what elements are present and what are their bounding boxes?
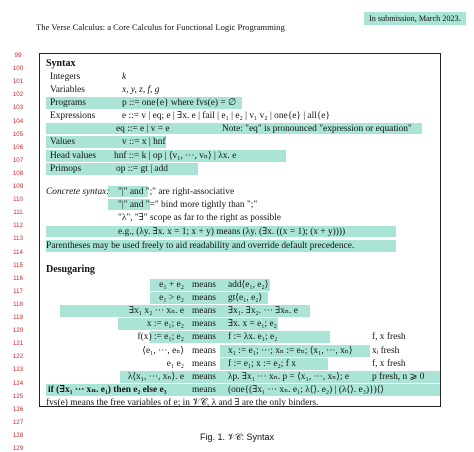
line-number: 125 [12,392,24,400]
free-variables-footnote: fvs(e) means the free variables of e; in 𝒱𝒞, λ and ∃ are the only binders. [46,398,319,408]
desugar-means: means [192,319,216,330]
line-number: 108 [12,169,24,177]
desugar-rhs: ∃x₁. ∃x₂. ⋯ ∃xₙ. e [228,306,298,317]
desugar-lhs: e₁ > e₂ [159,293,184,304]
line-number: 109 [12,183,24,190]
concrete-syntax-label: Concrete syntax: [46,187,110,197]
figure-caption: Fig. 1. 𝒱𝒞: Syntax [199,432,275,442]
desugar-side-condition: f, x fresh [372,332,406,343]
desugar-means: means [192,345,216,356]
syntax-label-variables: Variables [50,85,85,95]
line-number: 128 [12,431,24,439]
desugar-rhs: λp. ∃x₁ ⋯ xₙ. p = ⟨x₁, ⋯, xₙ⟩; e [228,371,349,382]
line-number: 117 [13,287,23,295]
desugar-means: means [192,293,216,304]
desugar-means: means [192,332,216,343]
line-number: 118 [13,300,23,308]
desugar-rhs: gt⟨e₁, e₂⟩ [228,293,263,304]
line-number: 111 [13,209,23,217]
desugar-means: means [192,384,216,395]
desugar-rhs: f := λx. e₁; e₂ [228,332,278,343]
syntax-rhs-primops: op ::= gt | add [116,164,168,174]
running-header-title: The Verse Calculus: a Core Calculus for Functional Logic Programming [36,22,285,32]
line-number: 119 [13,314,23,321]
line-number: 116 [13,274,23,282]
desugar-side-condition: xᵢ fresh [372,345,400,356]
concrete-syntax-line-3: "λ", "∃" scope as far to the right as possible [118,213,281,223]
line-number: 99 [14,52,22,59]
desugar-rhs: ∃x. x = e₁; e₂ [228,319,277,330]
line-number: 115 [13,261,23,269]
syntax-label-values: Values [50,137,75,147]
desugar-lhs: ⟨e₁, ⋯, eₙ⟩ [142,345,184,356]
desugar-means: means [192,371,216,382]
line-number: 104 [12,117,24,125]
desugar-means: means [192,358,216,369]
desugaring-heading: Desugaring [46,264,95,275]
line-number: 124 [12,379,24,387]
desugar-lhs: ∃x₁ x₂ ⋯ xₙ. e [129,306,184,317]
line-number: 112 [13,222,23,230]
desugar-side-condition: f, x fresh [372,358,406,369]
line-number: 107 [12,156,24,164]
line-number: 122 [12,353,24,361]
syntax-rhs-integers: k [122,72,127,82]
syntax-rhs-values: v ::= x | hnf [122,137,166,147]
line-number: 105 [12,130,24,138]
syntax-rhs-eq: eq ::= e | v = e [116,124,170,134]
syntax-heading: Syntax [46,58,76,69]
line-number: 120 [12,327,24,335]
desugar-lhs: λ⟨x₁, ⋯, xₙ⟩. e [127,371,184,382]
desugar-lhs: f(x) := e₁; e₂ [137,332,184,343]
syntax-label-primops: Primops [50,164,82,174]
line-number: 100 [12,65,24,73]
parentheses-note: Parentheses may be used freely to aid readability and override default precedence. [46,241,355,251]
line-number: 110 [13,196,23,204]
desugar-rhs: (one{(∃x₁ ⋯ xₙ. e₁; λ⟨⟩. e₂) | (λ⟨⟩. e₃)})⟨⟩ [228,384,385,395]
concrete-syntax-line-1: "|" and ";" are right-associative [118,187,235,197]
syntax-label-head-values: Head values [50,151,97,161]
syntax-rhs-variables: x, y, z, f, g [122,85,160,95]
desugar-means: means [192,306,216,317]
desugar-lhs: e₁ e₂ [166,358,184,369]
line-number: 126 [12,405,24,413]
line-number: 123 [12,366,24,374]
line-number: 103 [12,104,24,112]
desugar-rhs: x₁ := e₁; ⋯; xₙ := eₙ; ⟨x₁, ⋯, xₙ⟩ [228,345,353,356]
line-number: 114 [13,248,23,256]
concrete-syntax-line-4: e.g., (λy. ∃x. x = 1; x + y) means (λy. (∃x. ((x = 1); (x + y)))) [118,227,346,237]
desugar-lhs: e₁ + e₂ [159,280,184,290]
syntax-rhs-expressions: e ::= v | eq; e | ∃x. e | fail | e₁ | e₂ | v₁ v₂ | one{e} | all{e} [122,111,330,121]
line-number: 101 [12,78,24,86]
desugar-lhs: x := e₁; e₂ [146,319,184,330]
syntax-note-eq: Note: "eq" is pronounced "expression or equation" [222,124,412,134]
syntax-rhs-head-values: hnf ::= k | op | ⟨v₁, ⋯, vₙ⟩ | λx. e [114,151,237,161]
syntax-rhs-programs: p ::= one{e} where fvs(e) = ∅ [122,98,237,108]
desugar-rhs: add⟨e₁, e₂⟩ [228,280,269,290]
desugar-side-condition: p fresh, n ⩾ 0 [372,371,425,382]
syntax-label-expressions: Expressions [50,111,96,121]
syntax-label-programs: Programs [50,98,86,108]
line-number: 102 [12,91,24,99]
line-number: 127 [12,418,24,426]
syntax-label-integers: Integers [50,72,81,82]
concrete-syntax-line-2: "|" and "=" bind more tightly than ";" [118,200,258,210]
desugar-means: means [192,280,216,290]
line-number: 113 [13,235,23,243]
line-number: 129 [12,445,24,452]
submission-note: In submission, March 2023. [364,12,466,25]
line-number: 121 [12,340,24,348]
line-number: 106 [12,143,24,151]
desugar-rhs: f := e₁; x := e₂; f x [228,358,296,369]
desugar-lhs: if (∃x₁ ⋯ xₙ. e₁) then e₂ else e₃ [48,384,167,395]
